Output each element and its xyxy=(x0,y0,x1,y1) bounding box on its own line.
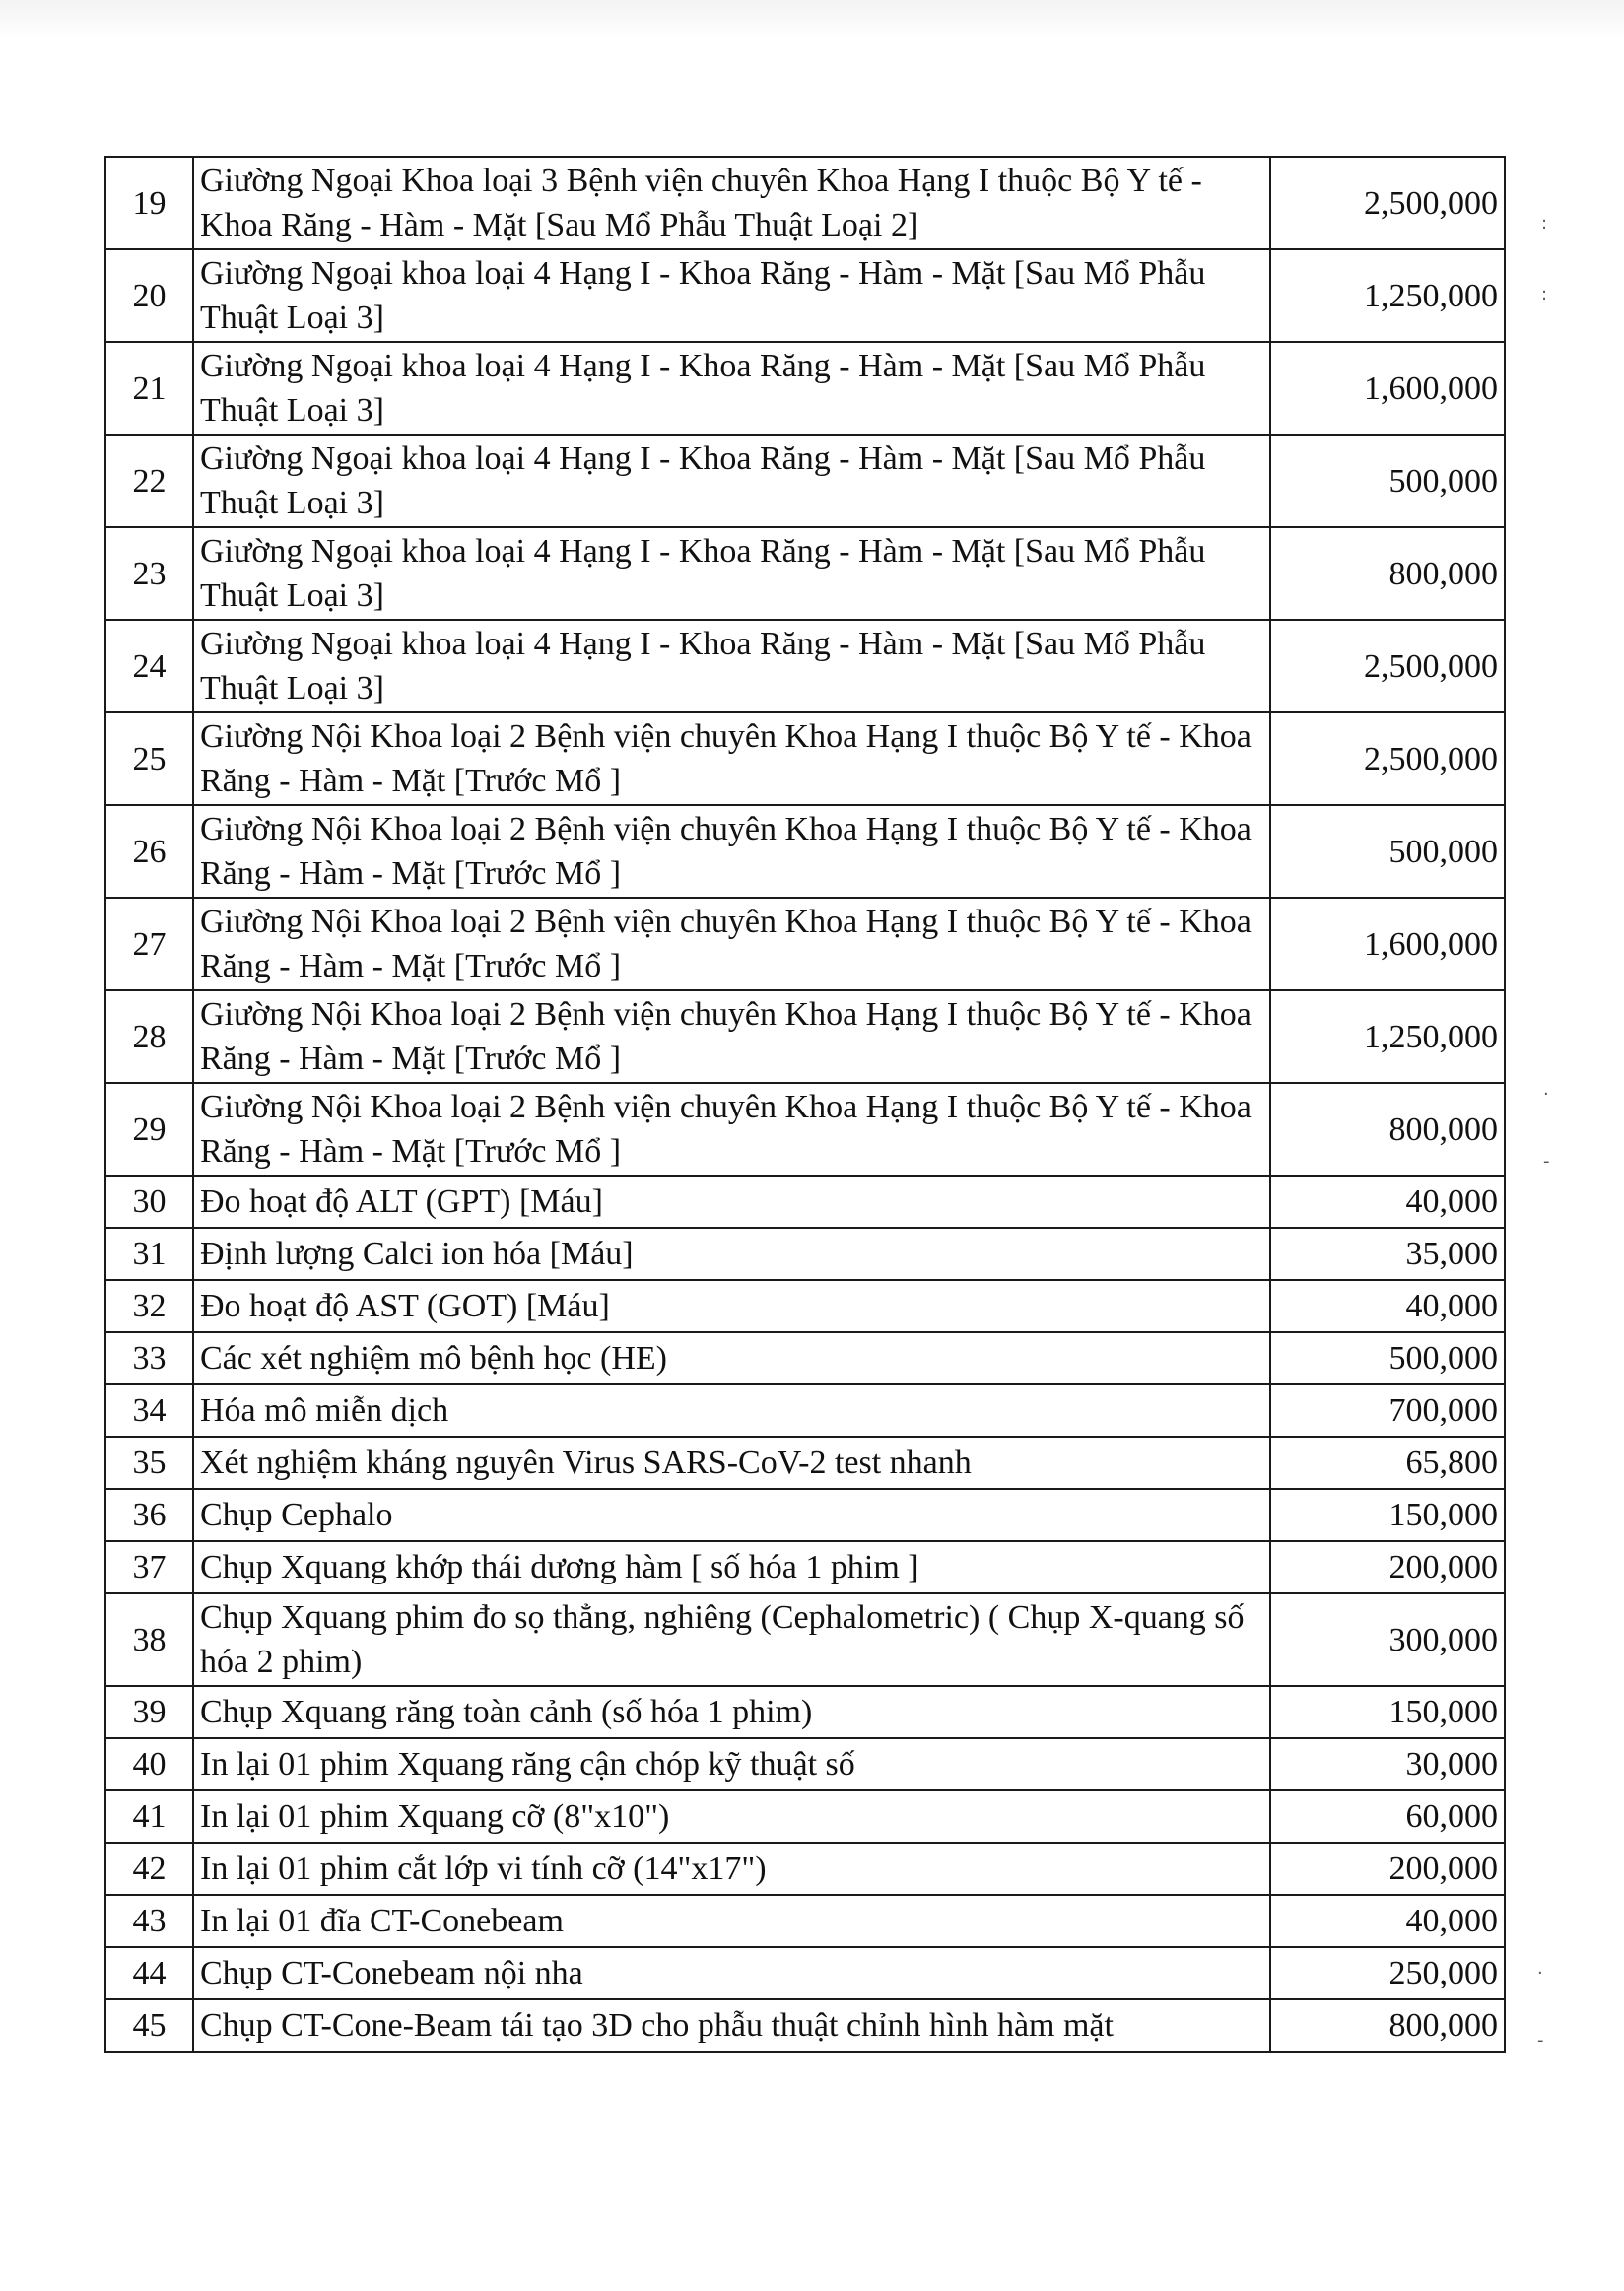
price-cell: 200,000 xyxy=(1270,1541,1505,1593)
price-cell: 30,000 xyxy=(1270,1738,1505,1790)
price-cell: 800,000 xyxy=(1270,527,1505,620)
price-table xyxy=(104,156,1506,2053)
table-row xyxy=(105,990,1505,1083)
table-row xyxy=(105,249,1505,342)
service-name-cell: Giường Ngoại khoa loại 4 Hạng I - Khoa Răng - Hàm - Mặt [Sau Mổ Phẫu Thuật Loại 3] xyxy=(193,527,1270,620)
row-number-cell: 38 xyxy=(105,1593,193,1686)
row-number-cell: 29 xyxy=(105,1083,193,1176)
table-row xyxy=(105,1999,1505,2052)
service-name-cell: In lại 01 phim cắt lớp vi tính cỡ (14"x17") xyxy=(193,1843,1270,1895)
service-name-cell: Chụp Xquang khớp thái dương hàm [ số hóa 1 phim ] xyxy=(193,1541,1270,1593)
table-row xyxy=(105,898,1505,990)
row-number-cell: 33 xyxy=(105,1332,193,1384)
service-name-cell: Giường Nội Khoa loại 2 Bệnh viện chuyên Khoa Hạng I thuộc Bộ Y tế - Khoa Răng - Hàm - Mặt [Trước Mổ ] xyxy=(193,898,1270,990)
table-row xyxy=(105,1280,1505,1332)
row-number-cell: 30 xyxy=(105,1176,193,1228)
price-cell: 1,250,000 xyxy=(1270,249,1505,342)
row-number-cell: 43 xyxy=(105,1895,193,1947)
service-name-cell: Giường Nội Khoa loại 2 Bệnh viện chuyên Khoa Hạng I thuộc Bộ Y tế - Khoa Răng - Hàm - Mặt [Trước Mổ ] xyxy=(193,805,1270,898)
service-name-cell: Giường Ngoại khoa loại 4 Hạng I - Khoa Răng - Hàm - Mặt [Sau Mổ Phẫu Thuật Loại 3] xyxy=(193,342,1270,435)
row-number-cell: 44 xyxy=(105,1947,193,1999)
row-number-cell: 22 xyxy=(105,435,193,527)
service-name-cell: Chụp CT-Conebeam nội nha xyxy=(193,1947,1270,1999)
table-row xyxy=(105,527,1505,620)
margin-mark: : xyxy=(1541,284,1548,304)
row-number-cell: 42 xyxy=(105,1843,193,1895)
margin-mark: · xyxy=(1543,1084,1549,1105)
table-row xyxy=(105,1686,1505,1738)
price-cell: 500,000 xyxy=(1270,435,1505,527)
service-name-cell: Định lượng Calci ion hóa [Máu] xyxy=(193,1228,1270,1280)
price-cell: 1,600,000 xyxy=(1270,898,1505,990)
service-name-cell: In lại 01 phim Xquang răng cận chóp kỹ thuật số xyxy=(193,1738,1270,1790)
price-cell: 500,000 xyxy=(1270,805,1505,898)
table-row xyxy=(105,1947,1505,1999)
price-cell: 200,000 xyxy=(1270,1843,1505,1895)
service-name-cell: Giường Ngoại khoa loại 4 Hạng I - Khoa Răng - Hàm - Mặt [Sau Mổ Phẫu Thuật Loại 3] xyxy=(193,435,1270,527)
table-row xyxy=(105,712,1505,805)
table-row xyxy=(105,1228,1505,1280)
table-row xyxy=(105,1738,1505,1790)
row-number-cell: 41 xyxy=(105,1790,193,1843)
row-number-cell: 45 xyxy=(105,1999,193,2052)
row-number-cell: 26 xyxy=(105,805,193,898)
margin-mark: - xyxy=(1543,1151,1550,1172)
service-name-cell: Xét nghiệm kháng nguyên Virus SARS-CoV-2 test nhanh xyxy=(193,1437,1270,1489)
price-cell: 2,500,000 xyxy=(1270,157,1505,249)
service-name-cell: Giường Ngoại Khoa loại 3 Bệnh viện chuyên Khoa Hạng I thuộc Bộ Y tế - Khoa Răng - Hàm - Mặt [Sau Mổ Phẫu Thuật Loại 2] xyxy=(193,157,1270,249)
row-number-cell: 36 xyxy=(105,1489,193,1541)
service-name-cell: Hóa mô miễn dịch xyxy=(193,1384,1270,1437)
table-row xyxy=(105,342,1505,435)
row-number-cell: 40 xyxy=(105,1738,193,1790)
price-cell: 800,000 xyxy=(1270,1083,1505,1176)
service-name-cell: Đo hoạt độ ALT (GPT) [Máu] xyxy=(193,1176,1270,1228)
row-number-cell: 32 xyxy=(105,1280,193,1332)
row-number-cell: 39 xyxy=(105,1686,193,1738)
price-cell: 2,500,000 xyxy=(1270,712,1505,805)
table-row xyxy=(105,1541,1505,1593)
service-name-cell: Giường Nội Khoa loại 2 Bệnh viện chuyên Khoa Hạng I thuộc Bộ Y tế - Khoa Răng - Hàm - Mặt [Trước Mổ ] xyxy=(193,1083,1270,1176)
table-row xyxy=(105,1593,1505,1686)
service-name-cell: Giường Nội Khoa loại 2 Bệnh viện chuyên Khoa Hạng I thuộc Bộ Y tế - Khoa Răng - Hàm - Mặt [Trước Mổ ] xyxy=(193,990,1270,1083)
service-name-cell: Chụp CT-Cone-Beam tái tạo 3D cho phẫu thuật chỉnh hình hàm mặt xyxy=(193,1999,1270,2052)
price-cell: 40,000 xyxy=(1270,1280,1505,1332)
row-number-cell: 23 xyxy=(105,527,193,620)
table-row xyxy=(105,1384,1505,1437)
price-cell: 40,000 xyxy=(1270,1176,1505,1228)
margin-mark: - xyxy=(1537,2030,1544,2051)
price-cell: 35,000 xyxy=(1270,1228,1505,1280)
table-row xyxy=(105,435,1505,527)
table-row xyxy=(105,1176,1505,1228)
service-name-cell: In lại 01 đĩa CT-Conebeam xyxy=(193,1895,1270,1947)
row-number-cell: 19 xyxy=(105,157,193,249)
price-cell: 65,800 xyxy=(1270,1437,1505,1489)
row-number-cell: 28 xyxy=(105,990,193,1083)
row-number-cell: 21 xyxy=(105,342,193,435)
service-name-cell: Chụp Xquang phim đo sọ thẳng, nghiêng (Cephalometric) ( Chụp X-quang số hóa 2 phim) xyxy=(193,1593,1270,1686)
price-cell: 300,000 xyxy=(1270,1593,1505,1686)
table-row xyxy=(105,1437,1505,1489)
service-name-cell: Giường Ngoại khoa loại 4 Hạng I - Khoa Răng - Hàm - Mặt [Sau Mổ Phẫu Thuật Loại 3] xyxy=(193,249,1270,342)
table-row xyxy=(105,1489,1505,1541)
price-cell: 500,000 xyxy=(1270,1332,1505,1384)
service-name-cell: Chụp Xquang răng toàn cảnh (số hóa 1 phim) xyxy=(193,1686,1270,1738)
scan-top-shade xyxy=(0,0,1624,39)
table-row xyxy=(105,620,1505,712)
table-row xyxy=(105,1895,1505,1947)
table-row xyxy=(105,1083,1505,1176)
price-cell: 700,000 xyxy=(1270,1384,1505,1437)
row-number-cell: 37 xyxy=(105,1541,193,1593)
row-number-cell: 35 xyxy=(105,1437,193,1489)
table-row xyxy=(105,157,1505,249)
service-name-cell: In lại 01 phim Xquang cỡ (8"x10") xyxy=(193,1790,1270,1843)
price-cell: 150,000 xyxy=(1270,1489,1505,1541)
price-cell: 1,250,000 xyxy=(1270,990,1505,1083)
margin-mark: : xyxy=(1541,213,1548,234)
table-row xyxy=(105,1843,1505,1895)
price-table-body xyxy=(105,157,1505,2052)
table-row xyxy=(105,1332,1505,1384)
row-number-cell: 20 xyxy=(105,249,193,342)
row-number-cell: 34 xyxy=(105,1384,193,1437)
price-cell: 40,000 xyxy=(1270,1895,1505,1947)
price-cell: 2,500,000 xyxy=(1270,620,1505,712)
price-cell: 60,000 xyxy=(1270,1790,1505,1843)
service-name-cell: Các xét nghiệm mô bệnh học (HE) xyxy=(193,1332,1270,1384)
row-number-cell: 24 xyxy=(105,620,193,712)
table-row xyxy=(105,805,1505,898)
price-cell: 1,600,000 xyxy=(1270,342,1505,435)
row-number-cell: 25 xyxy=(105,712,193,805)
price-cell: 150,000 xyxy=(1270,1686,1505,1738)
row-number-cell: 27 xyxy=(105,898,193,990)
price-cell: 800,000 xyxy=(1270,1999,1505,2052)
service-name-cell: Chụp Cephalo xyxy=(193,1489,1270,1541)
service-name-cell: Giường Ngoại khoa loại 4 Hạng I - Khoa Răng - Hàm - Mặt [Sau Mổ Phẫu Thuật Loại 3] xyxy=(193,620,1270,712)
service-name-cell: Đo hoạt độ AST (GOT) [Máu] xyxy=(193,1280,1270,1332)
margin-mark: · xyxy=(1537,1963,1543,1984)
price-cell: 250,000 xyxy=(1270,1947,1505,1999)
service-name-cell: Giường Nội Khoa loại 2 Bệnh viện chuyên Khoa Hạng I thuộc Bộ Y tế - Khoa Răng - Hàm - Mặt [Trước Mổ ] xyxy=(193,712,1270,805)
row-number-cell: 31 xyxy=(105,1228,193,1280)
table-row xyxy=(105,1790,1505,1843)
